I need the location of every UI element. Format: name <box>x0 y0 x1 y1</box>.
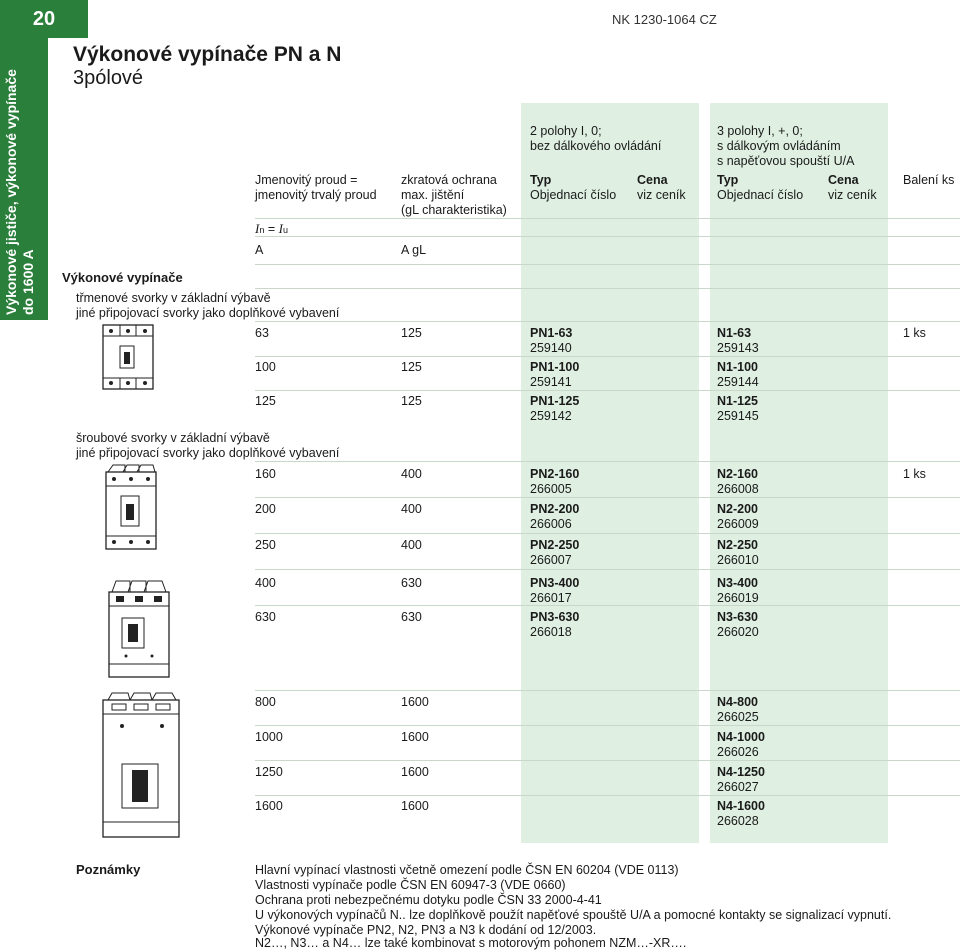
rule <box>255 390 960 391</box>
page-subtitle: 3pólové <box>73 67 144 89</box>
cell-n-type: N3-630 <box>717 610 758 624</box>
rule <box>255 356 960 357</box>
notes-label: Poznámky <box>76 862 141 877</box>
note-item: Ochrana proti nebezpečnému dotyku podle ČSN 33 2000-4-41 <box>255 893 602 907</box>
breaker-pn1-icon <box>100 322 156 392</box>
cell-n-no: 266009 <box>717 517 759 531</box>
rule <box>255 533 960 534</box>
cell-n-type: N1-63 <box>717 326 752 340</box>
cell-pn-no: 266017 <box>530 591 572 605</box>
cell-n-no: 266010 <box>717 553 759 567</box>
cell-current: 1250 <box>255 765 283 779</box>
hdr-typ-pn: Typ <box>530 173 552 187</box>
cell-n-no: 266026 <box>717 745 759 759</box>
side-label-line2: do 1600 A <box>20 249 36 315</box>
cell-n-no: 266028 <box>717 814 759 828</box>
note-item: Vlastnosti vypínače podle ČSN EN 60947-3 (VDE 0660) <box>255 878 566 892</box>
rule <box>255 690 960 691</box>
cell-pn-type: PN1-125 <box>530 394 580 408</box>
side-label <box>3 35 37 315</box>
rule <box>255 569 960 570</box>
section-1-line1: třmenové svorky v základní výbavě <box>76 291 271 305</box>
cell-pn-no: 266006 <box>530 517 572 531</box>
hdr-order-n: Objednací číslo <box>717 188 804 202</box>
breaker-pn2-icon <box>103 462 159 552</box>
cell-fuse: 630 <box>401 576 422 590</box>
cell-n-type: N3-400 <box>717 576 758 590</box>
cell-pn-no: 266007 <box>530 553 572 567</box>
hdr-group-pn-2: bez dálkového ovládání <box>530 139 662 153</box>
hdr-rated-current-2: jmenovitý trvalý proud <box>255 188 377 202</box>
cell-current: 630 <box>255 610 276 624</box>
breaker-pn3-icon <box>106 578 172 680</box>
cell-fuse: 1600 <box>401 730 429 744</box>
cell-current: 1600 <box>255 799 283 813</box>
cell-pack: 1 ks <box>903 326 926 340</box>
cell-current: 200 <box>255 502 276 516</box>
cell-n-no: 259143 <box>717 341 759 355</box>
formula-i2: I <box>278 221 283 236</box>
formula-eq: = <box>264 222 279 236</box>
cell-current: 400 <box>255 576 276 590</box>
rule <box>255 218 960 219</box>
cell-n-type: N4-1250 <box>717 765 765 779</box>
rule <box>255 760 960 761</box>
formula-n: n <box>259 225 265 235</box>
cell-n-type: N2-250 <box>717 538 758 552</box>
rule <box>255 288 960 289</box>
cell-n-no: 266019 <box>717 591 759 605</box>
cell-n-type: N4-1600 <box>717 799 765 813</box>
hdr-formula <box>255 221 288 238</box>
cell-pn-type: PN3-400 <box>530 576 580 590</box>
section-1-line2: jiné připojovací svorky jako doplňkové vybavení <box>76 306 340 320</box>
cell-fuse: 1600 <box>401 799 429 813</box>
cell-fuse: 400 <box>401 502 422 516</box>
cell-fuse: 125 <box>401 360 422 374</box>
cell-current: 160 <box>255 467 276 481</box>
cell-fuse: 630 <box>401 610 422 624</box>
cell-pn-no: 259142 <box>530 409 572 423</box>
rule <box>255 461 960 462</box>
cell-pn-type: PN2-160 <box>530 467 580 481</box>
cell-n-type: N4-1000 <box>717 730 765 744</box>
cell-current: 1000 <box>255 730 283 744</box>
cell-pn-type: PN3-630 <box>530 610 580 624</box>
doc-code: NK 1230-1064 CZ <box>612 12 717 27</box>
hdr-group-n-3: s napěťovou spouští U/A <box>717 154 855 168</box>
rule <box>255 321 960 322</box>
cell-n-type: N1-100 <box>717 360 758 374</box>
formula-u: u <box>282 225 288 235</box>
rule <box>255 236 960 237</box>
hdr-unit-a: A <box>255 243 264 257</box>
cell-pn-no: 266018 <box>530 625 572 639</box>
cell-fuse: 400 <box>401 538 422 552</box>
cell-n-no: 266008 <box>717 482 759 496</box>
cell-n-no: 266020 <box>717 625 759 639</box>
hdr-cena-n: Cena <box>828 173 859 187</box>
cell-pn-type: PN1-63 <box>530 326 573 340</box>
hdr-order-pn: Objednací číslo <box>530 188 617 202</box>
section-main-heading: Výkonové vypínače <box>62 270 183 285</box>
hdr-viz-n: viz ceník <box>828 188 877 202</box>
cell-current: 100 <box>255 360 276 374</box>
note-item: N2…, N3… a N4… lze také kombinovat s motorovým pohonem NZM…-XR…. <box>255 936 687 950</box>
note-item: Výkonové vypínače PN2, N2, PN3 a N3 k dodání od 12/2003. <box>255 923 597 937</box>
cell-pack: 1 ks <box>903 467 926 481</box>
hdr-rated-current: Jmenovitý proud = <box>255 173 358 187</box>
cell-n-no: 266025 <box>717 710 759 724</box>
cell-pn-no: 266005 <box>530 482 572 496</box>
note-item: U výkonových vypínačů N.. lze doplňkově použít napěťové spouště U/A a pomocné kontakty se signalizací vypnutí. <box>255 908 892 922</box>
note-item: Hlavní vypínací vlastnosti včetně omezení podle ČSN EN 60204 (VDE 0113) <box>255 863 679 877</box>
section-2-line1: šroubové svorky v základní výbavě <box>76 431 270 445</box>
rule <box>255 795 960 796</box>
cell-current: 63 <box>255 326 269 340</box>
formula-i: I <box>255 221 260 236</box>
cell-pn-no: 259140 <box>530 341 572 355</box>
section-2-line2: jiné připojovací svorky jako doplňkové vybavení <box>76 446 340 460</box>
cell-pn-type: PN1-100 <box>530 360 580 374</box>
hdr-unit-agl: A gL <box>401 243 427 257</box>
rule <box>255 725 960 726</box>
cell-current: 250 <box>255 538 276 552</box>
hdr-cena-pn: Cena <box>637 173 668 187</box>
cell-n-type: N2-160 <box>717 467 758 481</box>
cell-n-no: 259144 <box>717 375 759 389</box>
side-label-line1: Výkonové jističe, výkonové vypínače <box>3 69 19 315</box>
cell-pn-type: PN2-200 <box>530 502 580 516</box>
rule <box>255 264 960 265</box>
cell-fuse: 125 <box>401 326 422 340</box>
cell-n-no: 259145 <box>717 409 759 423</box>
rule <box>255 605 960 606</box>
cell-pn-type: PN2-250 <box>530 538 580 552</box>
cell-n-type: N2-200 <box>717 502 758 516</box>
cell-pn-no: 259141 <box>530 375 572 389</box>
rule <box>255 497 960 498</box>
page-title: Výkonové vypínače PN a N <box>73 43 342 66</box>
cell-n-type: N4-800 <box>717 695 758 709</box>
cell-fuse: 1600 <box>401 695 429 709</box>
cell-n-no: 266027 <box>717 780 759 794</box>
hdr-typ-n: Typ <box>717 173 739 187</box>
hdr-group-n: 3 polohy I, +, 0; <box>717 124 803 138</box>
hdr-viz-pn: viz ceník <box>637 188 686 202</box>
page-number-text: 20 <box>32 7 56 30</box>
cell-fuse: 400 <box>401 467 422 481</box>
breaker-n4-icon <box>100 690 182 840</box>
cell-fuse: 1600 <box>401 765 429 779</box>
page-number <box>0 0 88 38</box>
hdr-group-pn: 2 polohy I, 0; <box>530 124 602 138</box>
hdr-fuse: zkratová ochrana <box>401 173 497 187</box>
cell-current: 800 <box>255 695 276 709</box>
hdr-baleni: Balení ks <box>903 173 955 187</box>
hdr-fuse-3: (gL charakteristika) <box>401 203 507 217</box>
cell-fuse: 125 <box>401 394 422 408</box>
hdr-fuse-2: max. jištění <box>401 188 465 202</box>
hdr-group-n-2: s dálkovým ovládáním <box>717 139 841 153</box>
cell-current: 125 <box>255 394 276 408</box>
cell-n-type: N1-125 <box>717 394 758 408</box>
